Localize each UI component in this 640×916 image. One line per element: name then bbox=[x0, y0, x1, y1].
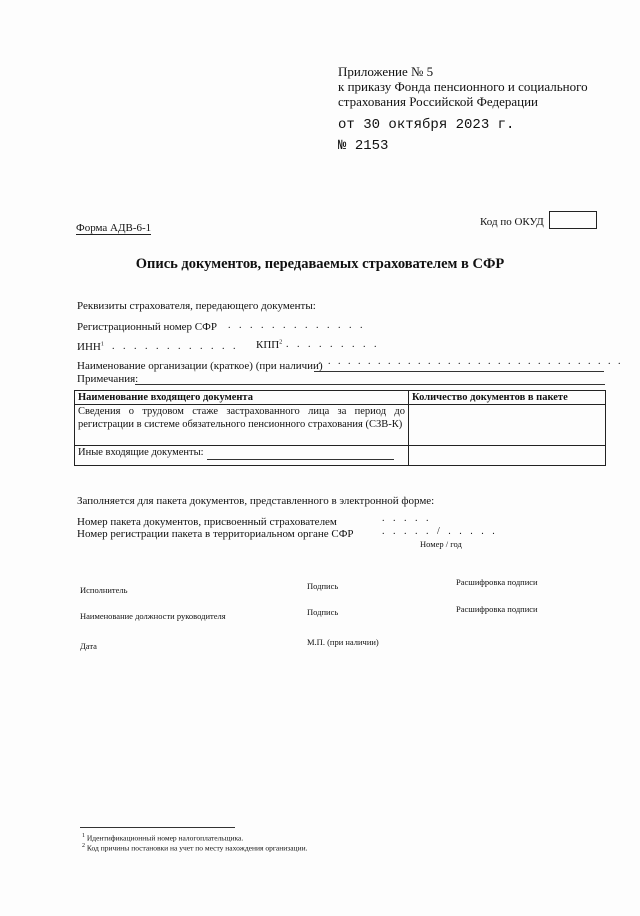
footnote-1-text: Идентификационный номер налогоплательщика. bbox=[86, 833, 244, 843]
table-cell-count[interactable] bbox=[409, 446, 606, 466]
kpp-field[interactable]: . . . . . . . . . bbox=[286, 339, 380, 350]
order-date-prefix: от bbox=[338, 117, 355, 133]
decoding-label-1: Расшифровка подписи bbox=[456, 577, 538, 587]
table-cell-document: Сведения о трудовом стаже застрахованного лица за период до регистрации в системе обязательного пенсионного страхования (СЗВ-К) bbox=[75, 405, 409, 446]
package-number-label: Номер пакета документов, присвоенный страхователем bbox=[77, 516, 337, 528]
footnote-2-text: Код причины постановки на учет по месту нахождения организации. bbox=[86, 843, 308, 853]
org-name-label: Наименование организации (краткое) (при наличии) bbox=[77, 360, 323, 372]
notes-field[interactable] bbox=[135, 384, 605, 385]
inn-label-text: ИНН bbox=[77, 341, 101, 353]
org-name-underline bbox=[314, 371, 604, 372]
footnote-separator bbox=[80, 827, 235, 828]
footnote-1-mark: 1 bbox=[82, 833, 85, 839]
table-row bbox=[75, 446, 606, 466]
package-number-field[interactable]: . . . . . bbox=[382, 513, 432, 524]
inn-footnote-mark: 1 bbox=[100, 341, 104, 348]
appendix-number: Приложение № 5 bbox=[338, 64, 434, 79]
column-header-document: Наименование входящего документа bbox=[75, 391, 409, 405]
registration-caption: Номер / год bbox=[420, 539, 462, 549]
table-row bbox=[75, 405, 606, 446]
kpp-label bbox=[256, 339, 282, 351]
other-documents-field[interactable] bbox=[207, 459, 394, 460]
requisites-heading: Реквизиты страхователя, передающего документы: bbox=[77, 300, 316, 312]
order-date-value: 30 октября 2023 г. bbox=[363, 117, 515, 133]
executor-label: Исполнитель bbox=[80, 585, 128, 595]
electronic-heading: Заполняется для пакета документов, представленного в электронной форме: bbox=[77, 495, 435, 507]
order-number-value: 2153 bbox=[354, 138, 389, 154]
signature-label-1: Подпись bbox=[307, 581, 339, 591]
okud-label: Код по ОКУД bbox=[480, 216, 544, 228]
table-cell-count[interactable] bbox=[409, 405, 606, 446]
org-name-field[interactable]: . . . . . . . . . . . . . . . . . . . . . . . . . . . . . . . bbox=[318, 356, 623, 367]
documents-table bbox=[74, 390, 606, 466]
appendix-fund-line: страхования Российской Федерации bbox=[338, 94, 538, 109]
reg-number-field[interactable]: . . . . . . . . . . . . . bbox=[228, 320, 366, 331]
inn-label bbox=[77, 341, 104, 353]
inn-field[interactable]: . . . . . . . . . . . . bbox=[112, 341, 239, 352]
footnote-2 bbox=[82, 843, 307, 853]
table-header-row bbox=[75, 391, 606, 405]
order-number bbox=[338, 138, 388, 154]
head-position-label: Наименование должности руководителя bbox=[80, 611, 226, 621]
order-number-prefix: № bbox=[338, 138, 347, 154]
footnote-1 bbox=[82, 833, 243, 843]
appendix-order-line: к приказу Фонда пенсионного и социального bbox=[338, 79, 588, 94]
notes-label: Примечания: bbox=[77, 373, 139, 385]
kpp-footnote-mark: 2 bbox=[279, 339, 283, 346]
date-label: Дата bbox=[80, 641, 97, 651]
signature-label-2: Подпись bbox=[307, 607, 339, 617]
okud-box[interactable] bbox=[549, 211, 597, 229]
decoding-label-2: Расшифровка подписи bbox=[456, 604, 538, 614]
document-title: Опись документов, передаваемых страхователем в СФР bbox=[135, 256, 505, 272]
stamp-label: М.П. (при наличии) bbox=[307, 637, 379, 647]
column-header-count: Количество документов в пакете bbox=[409, 391, 606, 405]
table-cell-document bbox=[75, 446, 409, 466]
other-documents-label: Иные входящие документы: bbox=[78, 447, 204, 458]
footnote-2-mark: 2 bbox=[82, 843, 85, 849]
kpp-label-text: КПП bbox=[256, 339, 280, 351]
registration-field[interactable]: . . . . . / . . . . . bbox=[382, 526, 498, 537]
order-date bbox=[338, 117, 514, 133]
registration-label: Номер регистрации пакета в территориальном органе СФР bbox=[77, 528, 354, 540]
form-code: Форма АДВ-6-1 bbox=[76, 222, 152, 234]
reg-number-label: Регистрационный номер СФР bbox=[77, 321, 217, 333]
